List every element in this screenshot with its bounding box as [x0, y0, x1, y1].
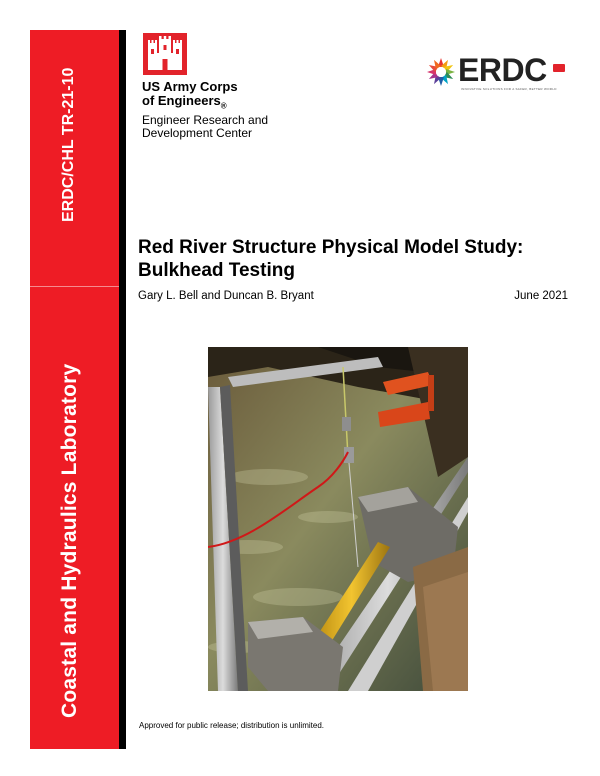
report-date: June 2021 [514, 290, 568, 302]
erdc-fullname-line2: Development Center [142, 125, 253, 140]
report-authors: Gary L. Bell and Duncan B. Bryant [138, 290, 314, 302]
report-title-line1: Red River Structure Physical Model Study: [138, 237, 524, 258]
report-title-line2: Bulkhead Testing [138, 260, 295, 281]
report-title [138, 236, 568, 282]
castle-mini-icon [553, 64, 565, 72]
erdc-fullname-line1: Engineer Research and [142, 112, 269, 127]
distribution-statement: Approved for public release; distribution is unlimited. [139, 721, 324, 730]
registered-mark: ® [220, 101, 227, 111]
usace-name-block [142, 80, 268, 140]
usace-name-text: of Engineers [142, 93, 221, 108]
erdc-tagline: INNOVATIVE SOLUTIONS FOR A SAFER, BETTER WORLD [461, 87, 557, 91]
sidebar-black-strip [119, 30, 126, 749]
cover-photo [208, 347, 468, 691]
erdc-logo-text: ERDC [458, 52, 547, 88]
usace-name-line1: US Army Corps [142, 79, 238, 94]
report-number: ERDC/CHL TR-21-10 [60, 67, 77, 222]
laboratory-name: Coastal and Hydraulics Laboratory [58, 363, 81, 718]
castle-icon [143, 33, 187, 75]
sidebar-divider [30, 286, 119, 287]
erdc-starburst-icon [426, 57, 456, 87]
usace-name-line2 [142, 94, 268, 114]
